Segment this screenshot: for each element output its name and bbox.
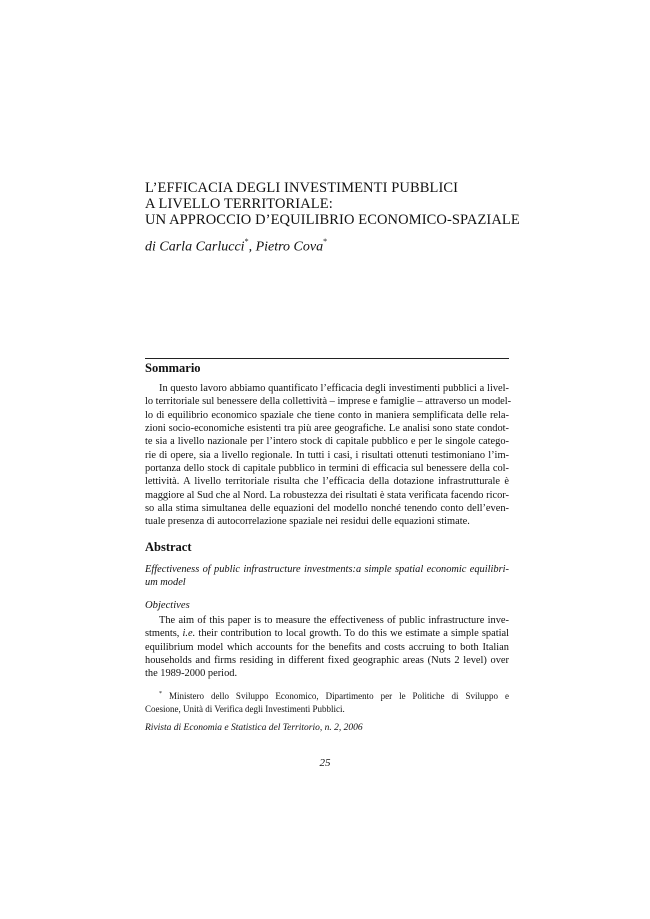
sommario-line-9: maggiore al Sud che al Nord. La robustezza dei risultati è stata verificata facendo ricor-	[145, 489, 509, 501]
footnote-line-1	[145, 688, 509, 703]
title-line-3: UN APPROCCIO D’EQUILIBRIO ECONOMICO-SPAZIALE	[145, 212, 520, 228]
author-2-footnote-mark: *	[323, 237, 328, 246]
sommario-rule	[145, 358, 509, 359]
sommario-line-6: rie di opere, sia a livello regionale. In tutti i casi, i risultati ottenuti testimoniano l’im-	[145, 449, 509, 461]
author-prefix: di	[145, 239, 160, 255]
objectives-heading: Objectives	[145, 600, 190, 611]
title-line-2: A LIVELLO TERRITORIALE:	[145, 196, 333, 212]
article-title	[145, 180, 545, 228]
title-line-1: L’EFFICACIA DEGLI INVESTIMENTI PUBBLICI	[145, 180, 459, 196]
sommario-line-8: lettività. A livello territoriale risulta che l’efficacia della dotazione infrastrutturale è	[145, 476, 509, 488]
abstract-title-line-1: Effectiveness of public infrastructure investments:a simple spatial economic equilibri-	[145, 564, 509, 575]
sommario-line-11: tuale presenza di autocorrelazione spaziale nei residui delle equazioni stimate.	[145, 516, 470, 528]
author-separator: ,	[248, 239, 256, 255]
author-1-footnote-mark: *	[244, 237, 249, 246]
abstract-line-2	[145, 627, 509, 640]
abstract-line-4: households and firms residing in different fixed geographic areas (Nuts 2 level) over	[145, 655, 509, 667]
footnote-mark: *	[159, 691, 162, 697]
sommario-line-5: te sia a livello nazionale per l’intero stock di capitale pubblico e per le singole catego-	[145, 436, 509, 448]
footnote	[145, 688, 509, 716]
sommario-line-3: lo di equilibrio economico spaziale che tiene conto in maniera semplificata delle rela-	[145, 409, 509, 421]
abstract-heading: Abstract	[145, 540, 192, 554]
abstract-line-2-start: stments,	[145, 628, 183, 640]
abstract-line-3: equilibrium model which accounts for the benefits and costs accruing to both Italian	[145, 641, 509, 653]
abstract-english-title	[145, 563, 509, 590]
sommario-line-7: portanza dello stock di capitale pubblico in termini di efficacia sul benessere della col-	[145, 463, 509, 475]
abstract-line-1: The aim of this paper is to measure the effectiveness of public infrastructure inve-	[159, 615, 509, 626]
author-line	[145, 238, 327, 256]
ie-abbrev: i.e.	[182, 628, 196, 640]
author-1: Carla Carlucci	[159, 239, 245, 255]
sommario-line-10: so alla stima simultanea delle equazioni del modello nonché tenendo conto dell’even-	[145, 503, 509, 515]
sommario-line-2: lo territoriale sul benessere della collettività – imprese e famiglie – attraverso un model-	[145, 396, 512, 408]
footnote-line-1-text: Ministero dello Sviluppo Economico, Dipartimento per le Politiche di Sviluppo e	[162, 691, 509, 701]
author-2: Pietro Cova	[255, 239, 324, 255]
abstract-line-5: the 1989-2000 period.	[145, 668, 238, 680]
abstract-line-2-end: their contribution to local growth. To do this we estimate a simple spatial	[195, 628, 510, 640]
sommario-line-1: In questo lavoro abbiamo quantificato l’efficacia degli investimenti pubblici a livel-	[159, 383, 509, 394]
abstract-body	[145, 614, 509, 681]
page-number: 25	[319, 757, 331, 769]
abstract-title-line-2: um model	[145, 577, 186, 589]
sommario-body	[145, 382, 512, 529]
sommario-line-4: zioni socio-economiche esistenti tra più aree geografiche. Le analisi sono state condot-	[145, 423, 509, 435]
footnote-line-2: Coesione, Unità di Verifica degli Investimenti Pubblici.	[145, 704, 345, 714]
sommario-heading: Sommario	[145, 361, 201, 375]
journal-citation: Rivista di Economia e Statistica del Territorio, n. 2, 2006	[145, 723, 363, 733]
